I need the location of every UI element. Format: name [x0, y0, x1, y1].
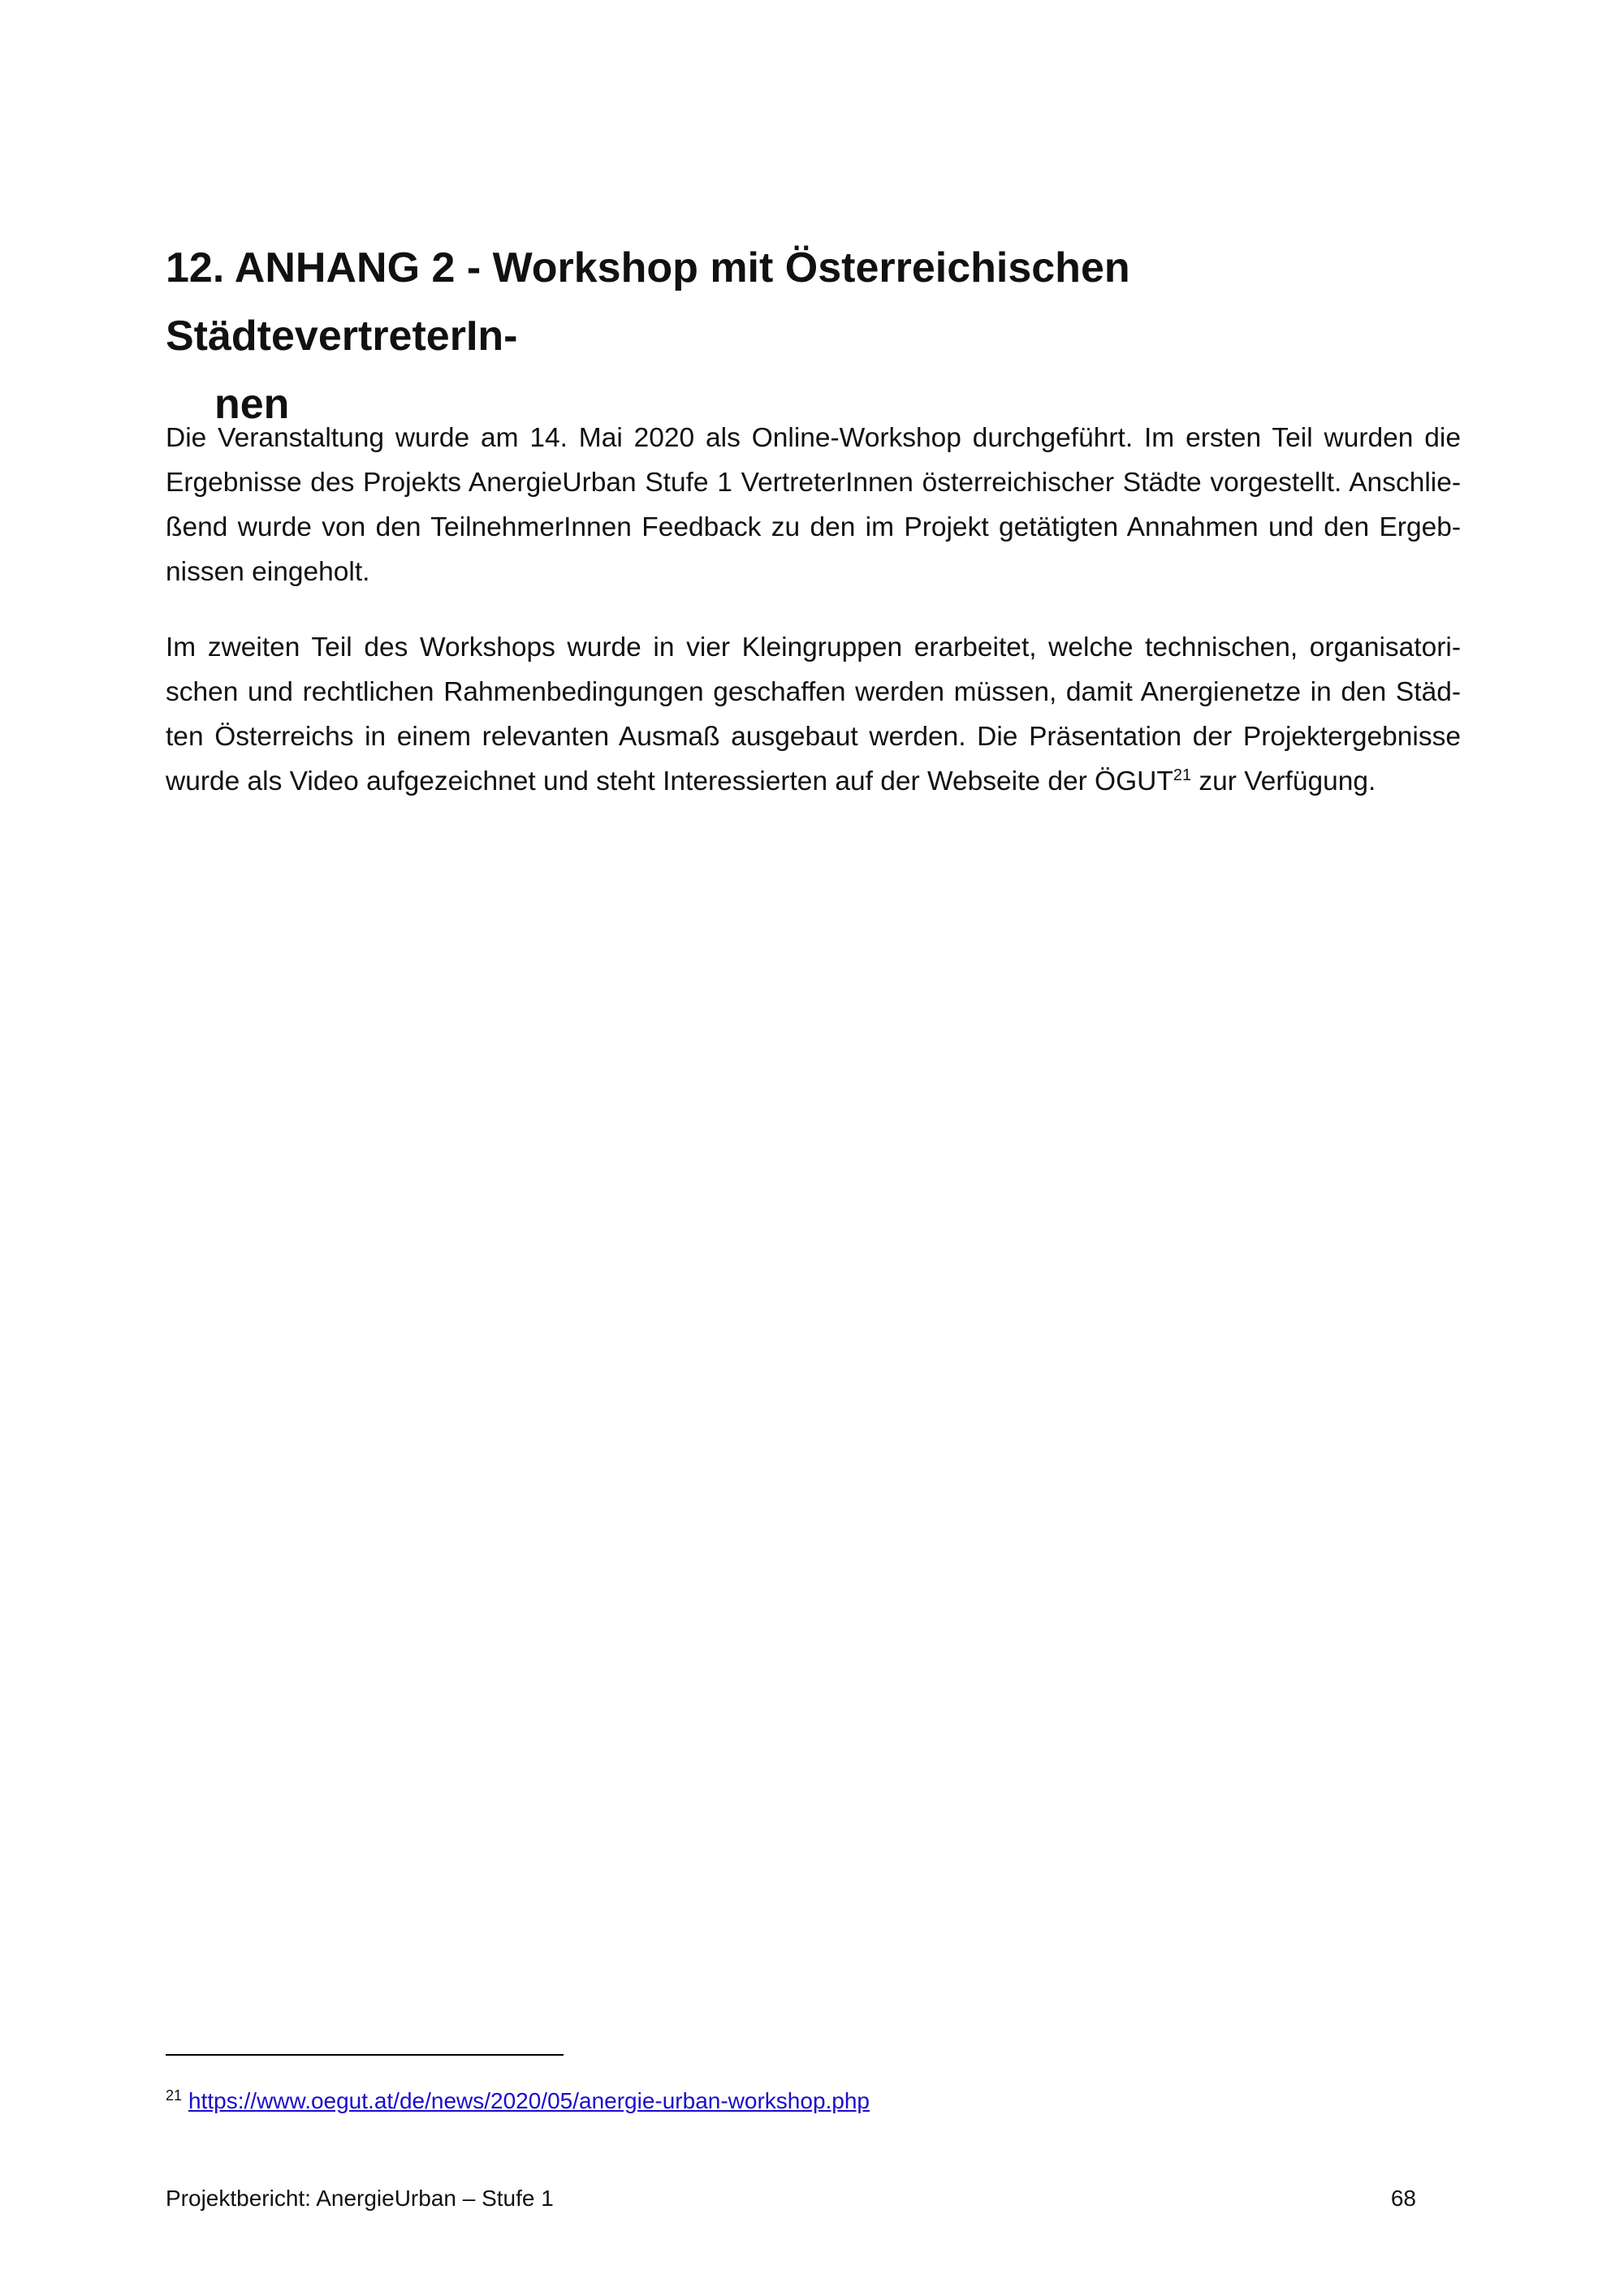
footer-report-title: Projektbericht: AnergieUrban – Stufe 1 [166, 2186, 554, 2211]
page-number: 68 [1390, 2186, 1416, 2211]
paragraph-line: ten Österreichs in einem relevanten Ausmaß ausgebaut werden. Die Präsentation der Projektergebnisse [166, 722, 1461, 752]
footnote-reference[interactable]: 21 [1173, 766, 1192, 784]
footnote-separator [166, 2054, 564, 2056]
footnote-mark: 21 [166, 2087, 183, 2104]
paragraph-text: wurde als Video aufgezeichnet und steht Interessierten auf der Webseite der ÖGUT [166, 766, 1173, 796]
paragraph-text: zur Verfügung. [1191, 766, 1376, 796]
footnote [166, 2085, 870, 2117]
paragraph-line: Die Veranstaltung wurde am 14. Mai 2020 als Online-Workshop durchgeführt. Im ersten Teil wurden die [166, 423, 1461, 453]
paragraph-intro [166, 416, 1461, 594]
paragraph-workshop [166, 625, 1461, 804]
paragraph-line: schen und rechtlichen Rahmenbedingungen geschaffen werden müssen, damit Anergienetze in den Städ- [166, 677, 1461, 707]
section-heading-line-1: 12. ANHANG 2 - Workshop mit Österreichischen StädtevertreterIn- [166, 244, 1130, 360]
paragraph-line: nissen eingeholt. [166, 557, 370, 587]
section-heading [166, 234, 1465, 438]
paragraph-line: ßend wurde von den TeilnehmerInnen Feedback zu den im Projekt getätigten Annahmen und den Ergeb- [166, 512, 1461, 542]
paragraph-last-line [166, 759, 1461, 804]
section-heading-line-2: nen [214, 381, 290, 428]
paragraph-line: Ergebnisse des Projekts AnergieUrban Stufe 1 VertreterInnen österreichischer Städte vorgestellt. Anschlie- [166, 468, 1461, 498]
footnote-link[interactable]: https://www.oegut.at/de/news/2020/05/anergie-urban-workshop.php [188, 2088, 870, 2113]
paragraph-line: Im zweiten Teil des Workshops wurde in vier Kleingruppen erarbeitet, welche technischen, organisatori- [166, 632, 1461, 662]
